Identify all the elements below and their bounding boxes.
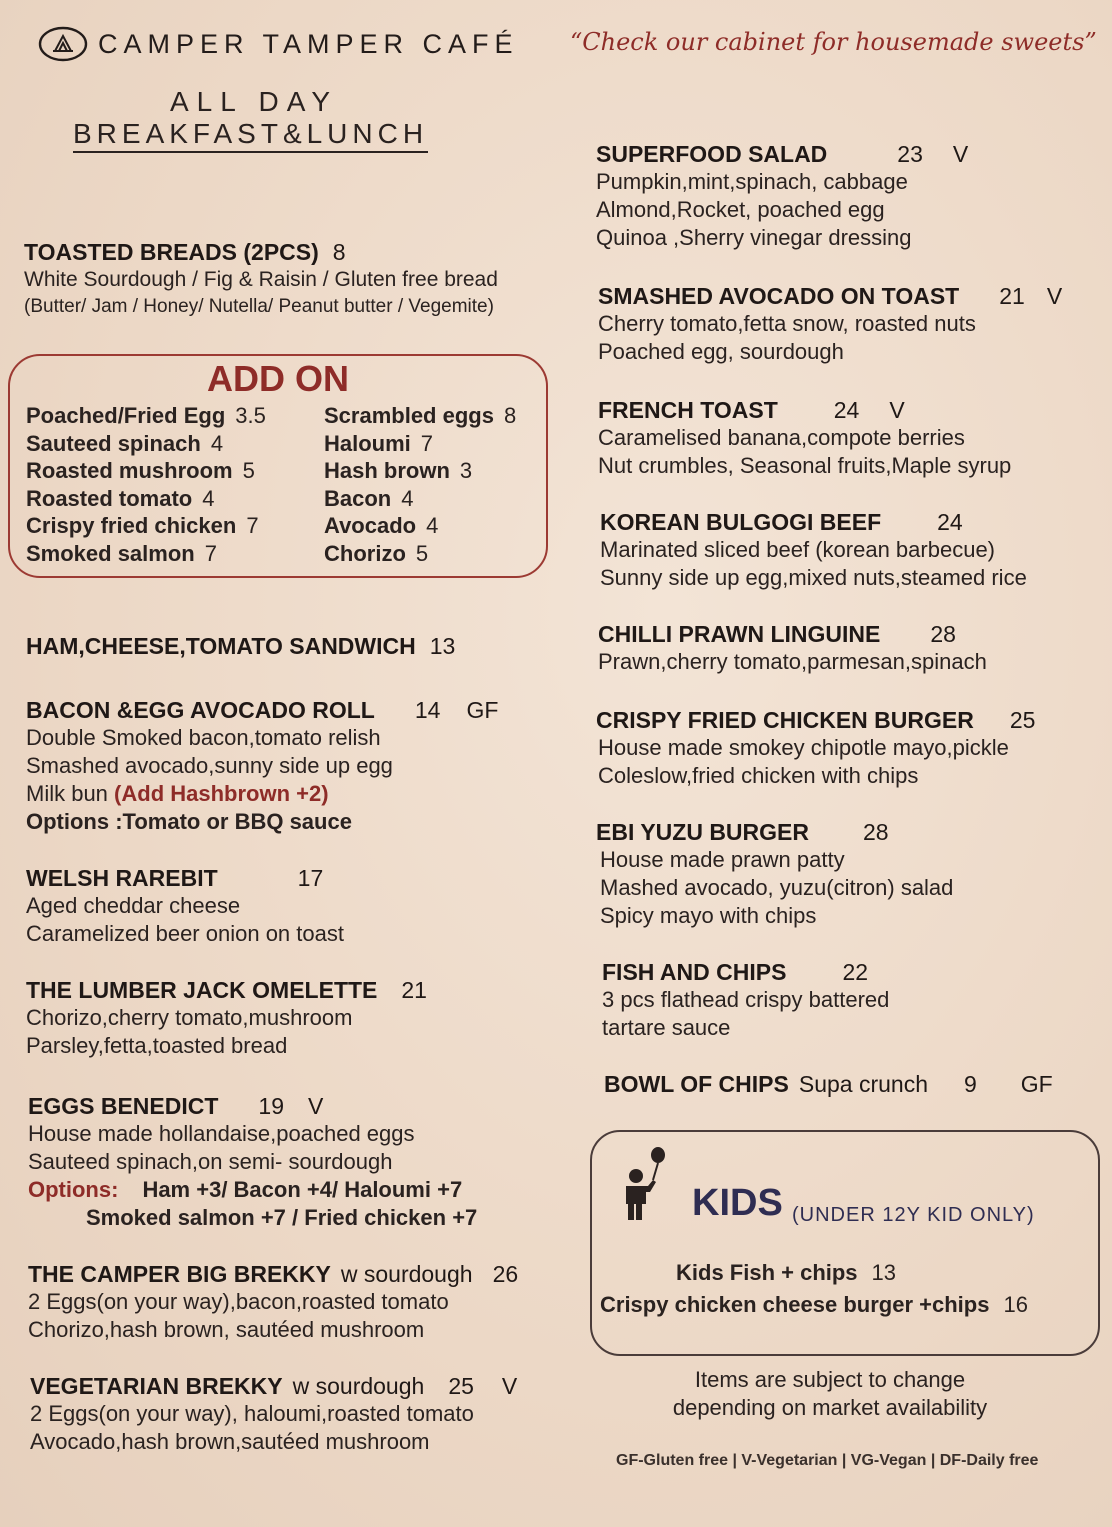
menu-item-eggs-benedict: EGGS BENEDICT 19 V House made hollandaise,poached eggs Sauteed spinach,on semi- sourdough Options: Ham +3/ Bacon +4/ Haloumi +7 Smoked salmon +7 / Fried chicken +7 xyxy=(28,1093,478,1230)
tagline: “Check our cabinet for housemade sweets” xyxy=(570,28,1097,56)
dietary-legend: GF-Gluten free | V-Vegetarian | VG-Vegan | DF-Daily free xyxy=(616,1452,1039,1469)
add-on-item: Chorizo 5 xyxy=(324,540,429,566)
menu-item-lumber-jack-omelette: THE LUMBER JACK OMELETTE 21 Chorizo,cherry tomato,mushroom Parsley,fetta,toasted bread xyxy=(26,977,427,1058)
menu-item-crispy-chicken-burger: CRISPY FRIED CHICKEN BURGER 25 House made smokey chipotle mayo,pickle Coleslow,fried chicken with chips xyxy=(596,707,1036,788)
cafe-name: CAMPER TAMPER CAFÉ xyxy=(98,28,519,59)
add-on-item: Roasted tomato 4 xyxy=(26,485,215,511)
add-on-right-column xyxy=(324,402,516,567)
kids-box xyxy=(590,1130,1100,1356)
add-on-item: Poached/Fried Egg 3.5 xyxy=(26,403,266,428)
menu-item-fish-and-chips: FISH AND CHIPS 22 3 pcs flathead crispy battered tartare sauce xyxy=(602,959,890,1040)
heading-all-day: ALL DAY xyxy=(170,86,339,117)
menu-item-ham-cheese-tomato: HAM,CHEESE,TOMATO SANDWICH 13 xyxy=(26,633,456,659)
kids-item: Kids Fish + chips 13 xyxy=(676,1260,897,1285)
item-price: 8 xyxy=(332,239,346,265)
menu-item-chilli-prawn-linguine: CHILLI PRAWN LINGUINE 28 Prawn,cherry tomato,parmesan,spinach xyxy=(598,621,987,674)
menu-item-smashed-avocado: SMASHED AVOCADO ON TOAST 21 V Cherry tomato,fetta snow, roasted nuts Poached egg, sourdough xyxy=(598,283,1063,364)
kids-title: KIDS xyxy=(692,1182,783,1224)
menu-item-bacon-egg-roll: BACON &EGG AVOCADO ROLL 14 GF Double Smoked bacon,tomato relish Smashed avocado,sunny side up egg Milk bun (Add Hashbrown +2) Options :Tomato or BBQ sauce xyxy=(26,697,499,834)
brand xyxy=(38,26,519,62)
add-on-box xyxy=(8,354,548,578)
menu-item-french-toast: FRENCH TOAST 24 V Caramelised banana,compote berries Nut crumbles, Seasonal fruits,Maple syrup xyxy=(598,397,1012,478)
add-on-title: ADD ON xyxy=(207,358,349,399)
kids-subtitle: (UNDER 12Y KID ONLY) xyxy=(792,1204,1035,1226)
heading-breakfast-lunch: BREAKFAST&LUNCH xyxy=(73,118,428,153)
kid-with-balloon-icon xyxy=(620,1146,668,1222)
item-desc: White Sourdough / Fig & Raisin / Gluten free bread xyxy=(24,268,498,291)
add-on-item: Hash brown 3 xyxy=(324,458,473,483)
menu-item-bowl-of-chips: BOWL OF CHIPS Supa crunch 9 GF xyxy=(604,1071,1053,1097)
add-on-item: Sauteed spinach 4 xyxy=(26,430,224,456)
item-title: TOASTED BREADS (2PCS) xyxy=(24,239,319,265)
menu-item-korean-bulgogi: KOREAN BULGOGI BEEF 24 Marinated sliced beef (korean barbecue) Sunny side up egg,mixed nuts,steamed rice xyxy=(600,509,1027,590)
add-on-item: Haloumi 7 xyxy=(324,430,434,456)
kids-item: Crispy chicken cheese burger +chips 16 xyxy=(600,1292,1028,1317)
add-on-item: Scrambled eggs 8 xyxy=(324,403,517,428)
add-on-item: Bacon 4 xyxy=(324,485,414,511)
menu-item-big-brekky: THE CAMPER BIG BREKKY w sourdough 26 2 Eggs(on your way),bacon,roasted tomato Chorizo,hash brown, sautéed mushroom xyxy=(28,1261,519,1342)
add-on-item: Roasted mushroom 5 xyxy=(26,458,255,483)
menu-item-welsh-rarebit: WELSH RAREBIT 17 Aged cheddar cheese Caramelized beer onion on toast xyxy=(26,865,344,946)
menu-item-ebi-yuzu-burger: EBI YUZU BURGER 28 House made prawn patty Mashed avocado, yuzu(citron) salad Spicy mayo with chips xyxy=(596,819,954,928)
add-on-item: Smoked salmon 7 xyxy=(26,540,217,566)
menu-item-toasted-breads xyxy=(24,238,498,320)
camp-tent-logo-icon xyxy=(38,26,88,62)
item-desc: (Butter/ Jam / Honey/ Nutella/ Peanut butter / Vegemite) xyxy=(24,296,494,317)
add-on-left-column xyxy=(26,402,266,567)
add-on-item: Avocado 4 xyxy=(324,513,439,538)
availability-note: Items are subject to change depending on market availability xyxy=(672,1367,988,1420)
add-on-item: Crispy fried chicken 7 xyxy=(26,513,259,538)
menu-item-vegetarian-brekky: VEGETARIAN BREKKY w sourdough 25 V 2 Eggs(on your way), haloumi,roasted tomato Avocado,hash brown,sautéed mushroom xyxy=(30,1373,518,1454)
menu-item-superfood-salad: SUPERFOOD SALAD 23 V Pumpkin,mint,spinach, cabbage Almond,Rocket, poached egg Quinoa ,Sherry vinegar dressing xyxy=(596,141,969,250)
